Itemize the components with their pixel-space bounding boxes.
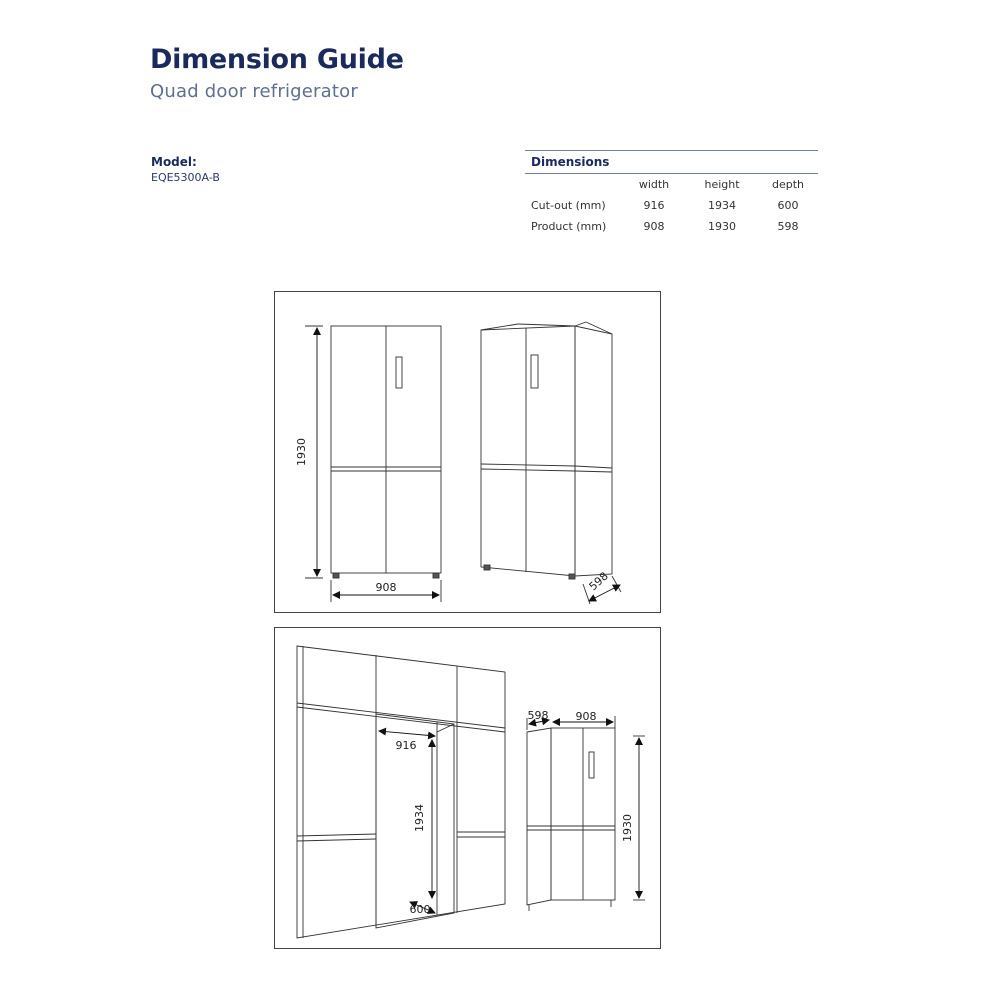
dimensions-row-cutout xyxy=(525,195,818,216)
cell-height: 1934 xyxy=(708,199,736,212)
product-drawing xyxy=(275,292,660,612)
page-title: Dimension Guide xyxy=(150,44,404,75)
dimensions-table xyxy=(525,150,818,237)
cell-depth: 600 xyxy=(777,199,799,212)
col-width-header: width xyxy=(638,178,670,191)
cell-depth: 598 xyxy=(777,220,799,233)
product-height-label: 1930 xyxy=(621,814,634,842)
product-width-label: 908 xyxy=(575,710,597,723)
row-label: Product (mm) xyxy=(531,220,607,233)
width-label: 908 xyxy=(375,581,397,594)
cutout-depth-label: 600 xyxy=(409,903,431,916)
fridge-front-handle xyxy=(396,357,402,388)
height-label: 1930 xyxy=(295,438,308,466)
row-label: Cut-out (mm) xyxy=(531,199,606,212)
fridge-3d-side xyxy=(575,326,612,576)
model-value: EQE5300A-B xyxy=(151,171,220,184)
cutout-width-dimension-line xyxy=(379,731,435,736)
cell-width: 916 xyxy=(643,199,665,212)
col-depth-header: depth xyxy=(771,178,805,191)
fridge-3d-front xyxy=(481,326,575,576)
cabinetry-outline xyxy=(297,646,505,938)
cell-width: 908 xyxy=(643,220,665,233)
page-subtitle: Quad door refrigerator xyxy=(150,81,358,102)
fridge-3d-handle xyxy=(531,355,538,388)
product-dimensions-panel xyxy=(274,291,661,613)
fridge-side-body xyxy=(527,728,551,905)
dimensions-header-row xyxy=(525,174,818,195)
cutout-height-label: 1934 xyxy=(413,804,426,832)
dimensions-heading: Dimensions xyxy=(525,150,818,174)
cutout-drawing xyxy=(275,628,660,948)
cell-height: 1930 xyxy=(708,220,736,233)
product-depth-label: 598 xyxy=(527,709,549,722)
model-label: Model: xyxy=(151,155,197,169)
col-height-header: height xyxy=(704,178,740,191)
dimensions-row-product xyxy=(525,216,818,237)
depth-label: 598 xyxy=(586,569,611,594)
cutout-width-label: 916 xyxy=(395,739,417,752)
fridge-side-handle xyxy=(589,752,594,778)
cutout-dimensions-panel xyxy=(274,627,661,949)
